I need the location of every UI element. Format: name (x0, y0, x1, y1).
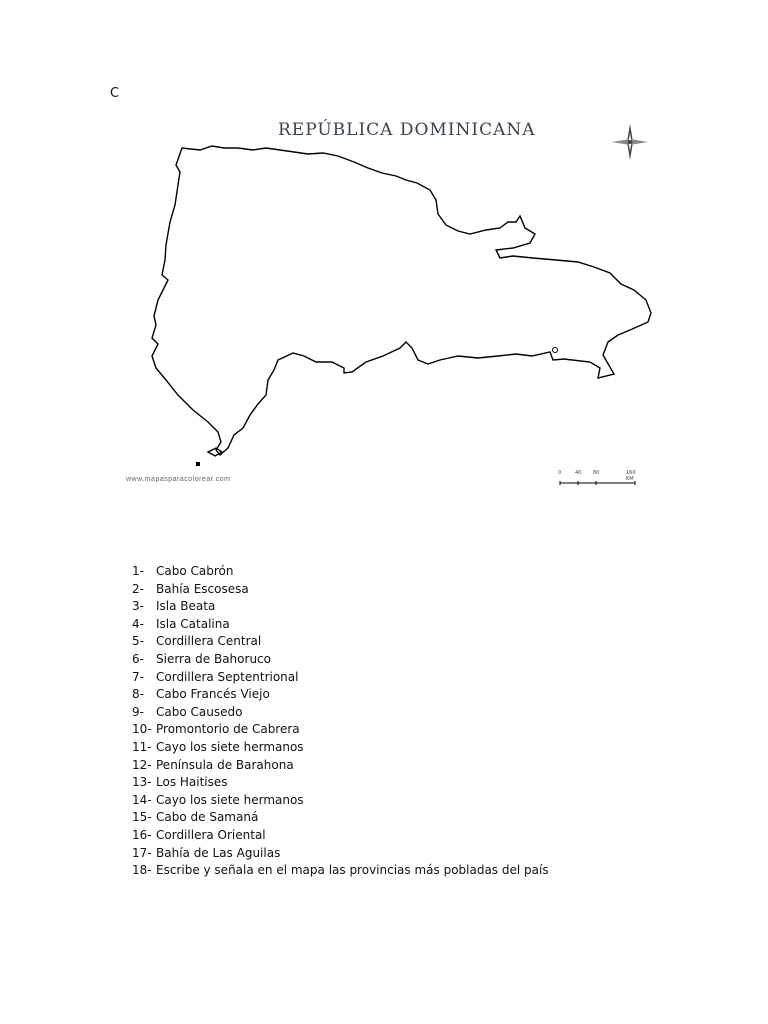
map-title: REPÚBLICA DOMINICANA (278, 120, 536, 140)
scale-label: 160 KM (626, 470, 636, 482)
list-item (132, 757, 549, 775)
list-item-label: Isla Catalina (156, 616, 230, 631)
list-item-number: 8- (132, 687, 144, 702)
list-item (132, 739, 549, 757)
list-item (132, 581, 549, 599)
map-scale-bar (558, 470, 638, 490)
list-item-number: 13- (132, 775, 152, 790)
list-item-label: Cayo los siete hermanos (156, 792, 304, 807)
list-item (132, 563, 549, 581)
lake-dot (553, 348, 558, 353)
corner-letter: C (110, 86, 120, 101)
list-item-number: 2- (132, 581, 144, 596)
list-item-label: Cordillera Oriental (156, 827, 266, 842)
list-item-label: Bahía de Las Aguilas (156, 845, 281, 860)
list-item (132, 651, 549, 669)
compass-rose-icon (610, 122, 650, 162)
list-item-number: 18- (132, 863, 152, 878)
list-item-number: 5- (132, 634, 144, 649)
list-item-label: Cordillera Septentrional (156, 669, 299, 684)
list-item (132, 598, 549, 616)
list-item-label: Bahía Escosesa (156, 581, 249, 596)
feature-list (132, 563, 549, 880)
scale-label: 40 (575, 470, 582, 476)
list-item-label: Cordillera Central (156, 634, 262, 649)
list-item-number: 9- (132, 704, 144, 719)
country-outline-map (118, 110, 658, 500)
scale-label: 80 (593, 470, 600, 476)
list-item (132, 862, 549, 880)
list-item (132, 809, 549, 827)
source-credit: www.mapasparacolorear.com (126, 476, 231, 483)
list-item (132, 845, 549, 863)
list-item-number: 10- (132, 722, 152, 737)
list-item-number: 12- (132, 757, 152, 772)
list-item-label: Cabo de Samaná (156, 810, 259, 825)
list-item-label: Los Haitises (156, 775, 228, 790)
list-item (132, 616, 549, 634)
list-item-label: Sierra de Bahoruco (156, 651, 271, 666)
list-item (132, 669, 549, 687)
list-item (132, 774, 549, 792)
list-item-label: Cabo Cabrón (156, 564, 234, 578)
scale-label: 0 (558, 470, 562, 476)
list-item (132, 827, 549, 845)
list-item-number: 16- (132, 827, 152, 842)
list-item-label: Isla Beata (156, 599, 216, 614)
list-item-number: 11- (132, 739, 152, 754)
island-dot (196, 462, 200, 466)
list-item (132, 721, 549, 739)
list-item-label: Cabo Francés Viejo (156, 687, 270, 702)
list-item-label: Cabo Causedo (156, 704, 243, 719)
country-outline (152, 146, 651, 455)
list-item (132, 633, 549, 651)
list-item-number: 4- (132, 616, 144, 631)
list-item-label: Escribe y señala en el mapa las provincias más pobladas del país (156, 863, 549, 878)
list-item-label: Cayo los siete hermanos (156, 739, 304, 754)
list-item-number: 3- (132, 599, 144, 614)
map-figure (118, 110, 658, 500)
list-item-label: Promontorio de Cabrera (156, 722, 300, 737)
list-item-number: 14- (132, 792, 152, 807)
list-item-number: 15- (132, 810, 152, 825)
list-item-number: 7- (132, 669, 144, 684)
list-item-number: 1- (132, 564, 144, 578)
list-item (132, 792, 549, 810)
list-item-label: Península de Barahona (156, 757, 294, 772)
list-item (132, 704, 549, 722)
list-item (132, 686, 549, 704)
list-item-number: 17- (132, 845, 152, 860)
list-item-number: 6- (132, 651, 144, 666)
